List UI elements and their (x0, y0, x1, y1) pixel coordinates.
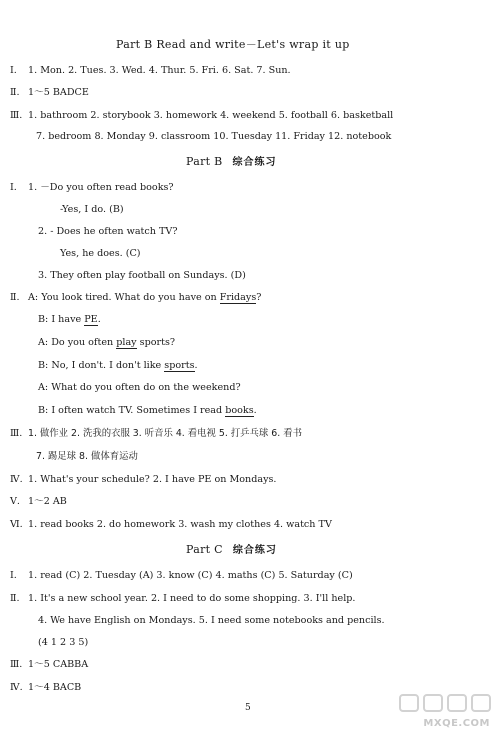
item-number: Ⅰ. (10, 182, 17, 193)
item-text: 2. - Does he often watch TV? (38, 226, 178, 237)
item-number: Ⅰ. (10, 570, 17, 581)
section-title-en: Part C (186, 543, 223, 556)
item-text: 1. read books 2. do homework 3. wash my clothes 4. watch TV (28, 519, 332, 530)
section-title-partc (186, 543, 277, 557)
item-iii (10, 658, 88, 671)
item-number: Ⅰ. (10, 65, 17, 76)
item-text: 3. They often play football on Sundays. (D) (38, 270, 246, 281)
section-title-cn: 综合练习 (232, 545, 277, 556)
item-text: 4. We have English on Mondays. 5. I need some notebooks and pencils. (38, 615, 385, 626)
item-number: Ⅴ. (10, 496, 20, 507)
underlined-answer: Fridays (219, 292, 257, 303)
dialog-punct: . (253, 405, 257, 416)
item-i (10, 64, 291, 77)
item-number: Ⅵ. (10, 519, 23, 530)
item-text: 1. read (C) 2. Tuesday (A) 3. know (C) 4. maths (C) 5. Saturday (C) (28, 570, 353, 581)
item-text: 1. 做作业 2. 洗我的衣服 3. 听音乐 4. 看电视 5. 打乒乓球 6. 看书 (28, 428, 302, 439)
dialog-punct: ? (256, 292, 262, 303)
item-number: Ⅳ. (10, 682, 23, 693)
item-text: 1. It's a new school year. 2. I need to do some shopping. 3. I'll help. (28, 593, 356, 604)
item-ii (10, 86, 89, 99)
item-text: 1～2 AB (28, 496, 67, 507)
item-answer: Yes, he does. (C) (60, 248, 141, 259)
item-number: Ⅱ. (10, 87, 20, 98)
underlined-answer: play (116, 337, 137, 348)
item-text: 1～4 BACB (28, 682, 82, 693)
page-number: 5 (245, 703, 251, 713)
item-number: Ⅳ. (10, 474, 23, 485)
item-answer: -Yes, I do. (B) (60, 204, 124, 215)
item-text: 1～5 BADCE (28, 87, 89, 98)
dialog-text: sports? (136, 337, 176, 348)
item-text: 1. bathroom 2. storybook 3. homework 4. weekend 5. football 6. basketball (28, 110, 394, 121)
dialog-line (38, 336, 175, 349)
watermark-text: MXQE.COM (423, 718, 490, 729)
item-text: 1. What's your schedule? 2. I have PE on Mondays. (28, 474, 277, 485)
item-number: Ⅱ. (10, 593, 20, 604)
section-title-cn: 综合练习 (232, 157, 277, 168)
dialog-line: A: What do you often do on the weekend? (38, 382, 241, 393)
dialog-punct: . (194, 360, 198, 371)
item-iii-cont: 7. 踢足球 8. 做体育运动 (36, 451, 138, 462)
item-text: 1. Mon. 2. Tues. 3. Wed. 4. Thur. 5. Fri. 6. Sat. 7. Sun. (28, 65, 291, 76)
section-title-en: Part B (186, 155, 223, 168)
item-iii (10, 427, 302, 440)
underlined-answer: books (225, 405, 254, 416)
section-title-partb-zh (186, 155, 277, 169)
underlined-answer: sports (164, 360, 195, 371)
item-number: Ⅲ. (10, 110, 23, 121)
dialog-line: A: You look tired. What do you have on (28, 292, 220, 303)
dialog-line (38, 404, 257, 417)
dialog-text: B: No, I don't. I don't like (38, 360, 165, 371)
item-number: Ⅱ. (10, 292, 20, 303)
dialog-punct: . (97, 314, 101, 325)
dialog-line (38, 313, 101, 326)
dialog-text: B: I have (38, 314, 85, 325)
item-iv (10, 681, 81, 694)
item-number: Ⅲ. (10, 659, 23, 670)
item-i (10, 569, 353, 582)
item-iv (10, 473, 276, 486)
section-title-partb-rw: Part B Read and write－Let's wrap it up (116, 38, 350, 51)
item-i (10, 181, 174, 194)
item-text: 1. －Do you often read books? (28, 182, 174, 193)
dialog-text: A: Do you often (38, 337, 117, 348)
item-vi (10, 518, 332, 531)
item-ii (10, 592, 355, 605)
item-v (10, 495, 67, 508)
item-iii-cont: 7. bedroom 8. Monday 9. classroom 10. Tuesday 11. Friday 12. notebook (36, 131, 392, 142)
item-ii (10, 291, 261, 304)
underlined-answer: PE (84, 314, 98, 325)
dialog-text: B: I often watch TV. Sometimes I read (38, 405, 226, 416)
item-number: Ⅲ. (10, 428, 23, 439)
item-iii (10, 109, 393, 122)
item-order: (4 1 2 3 5) (38, 637, 89, 648)
dialog-line (38, 359, 198, 372)
item-text: 1～5 CABBA (28, 659, 89, 670)
